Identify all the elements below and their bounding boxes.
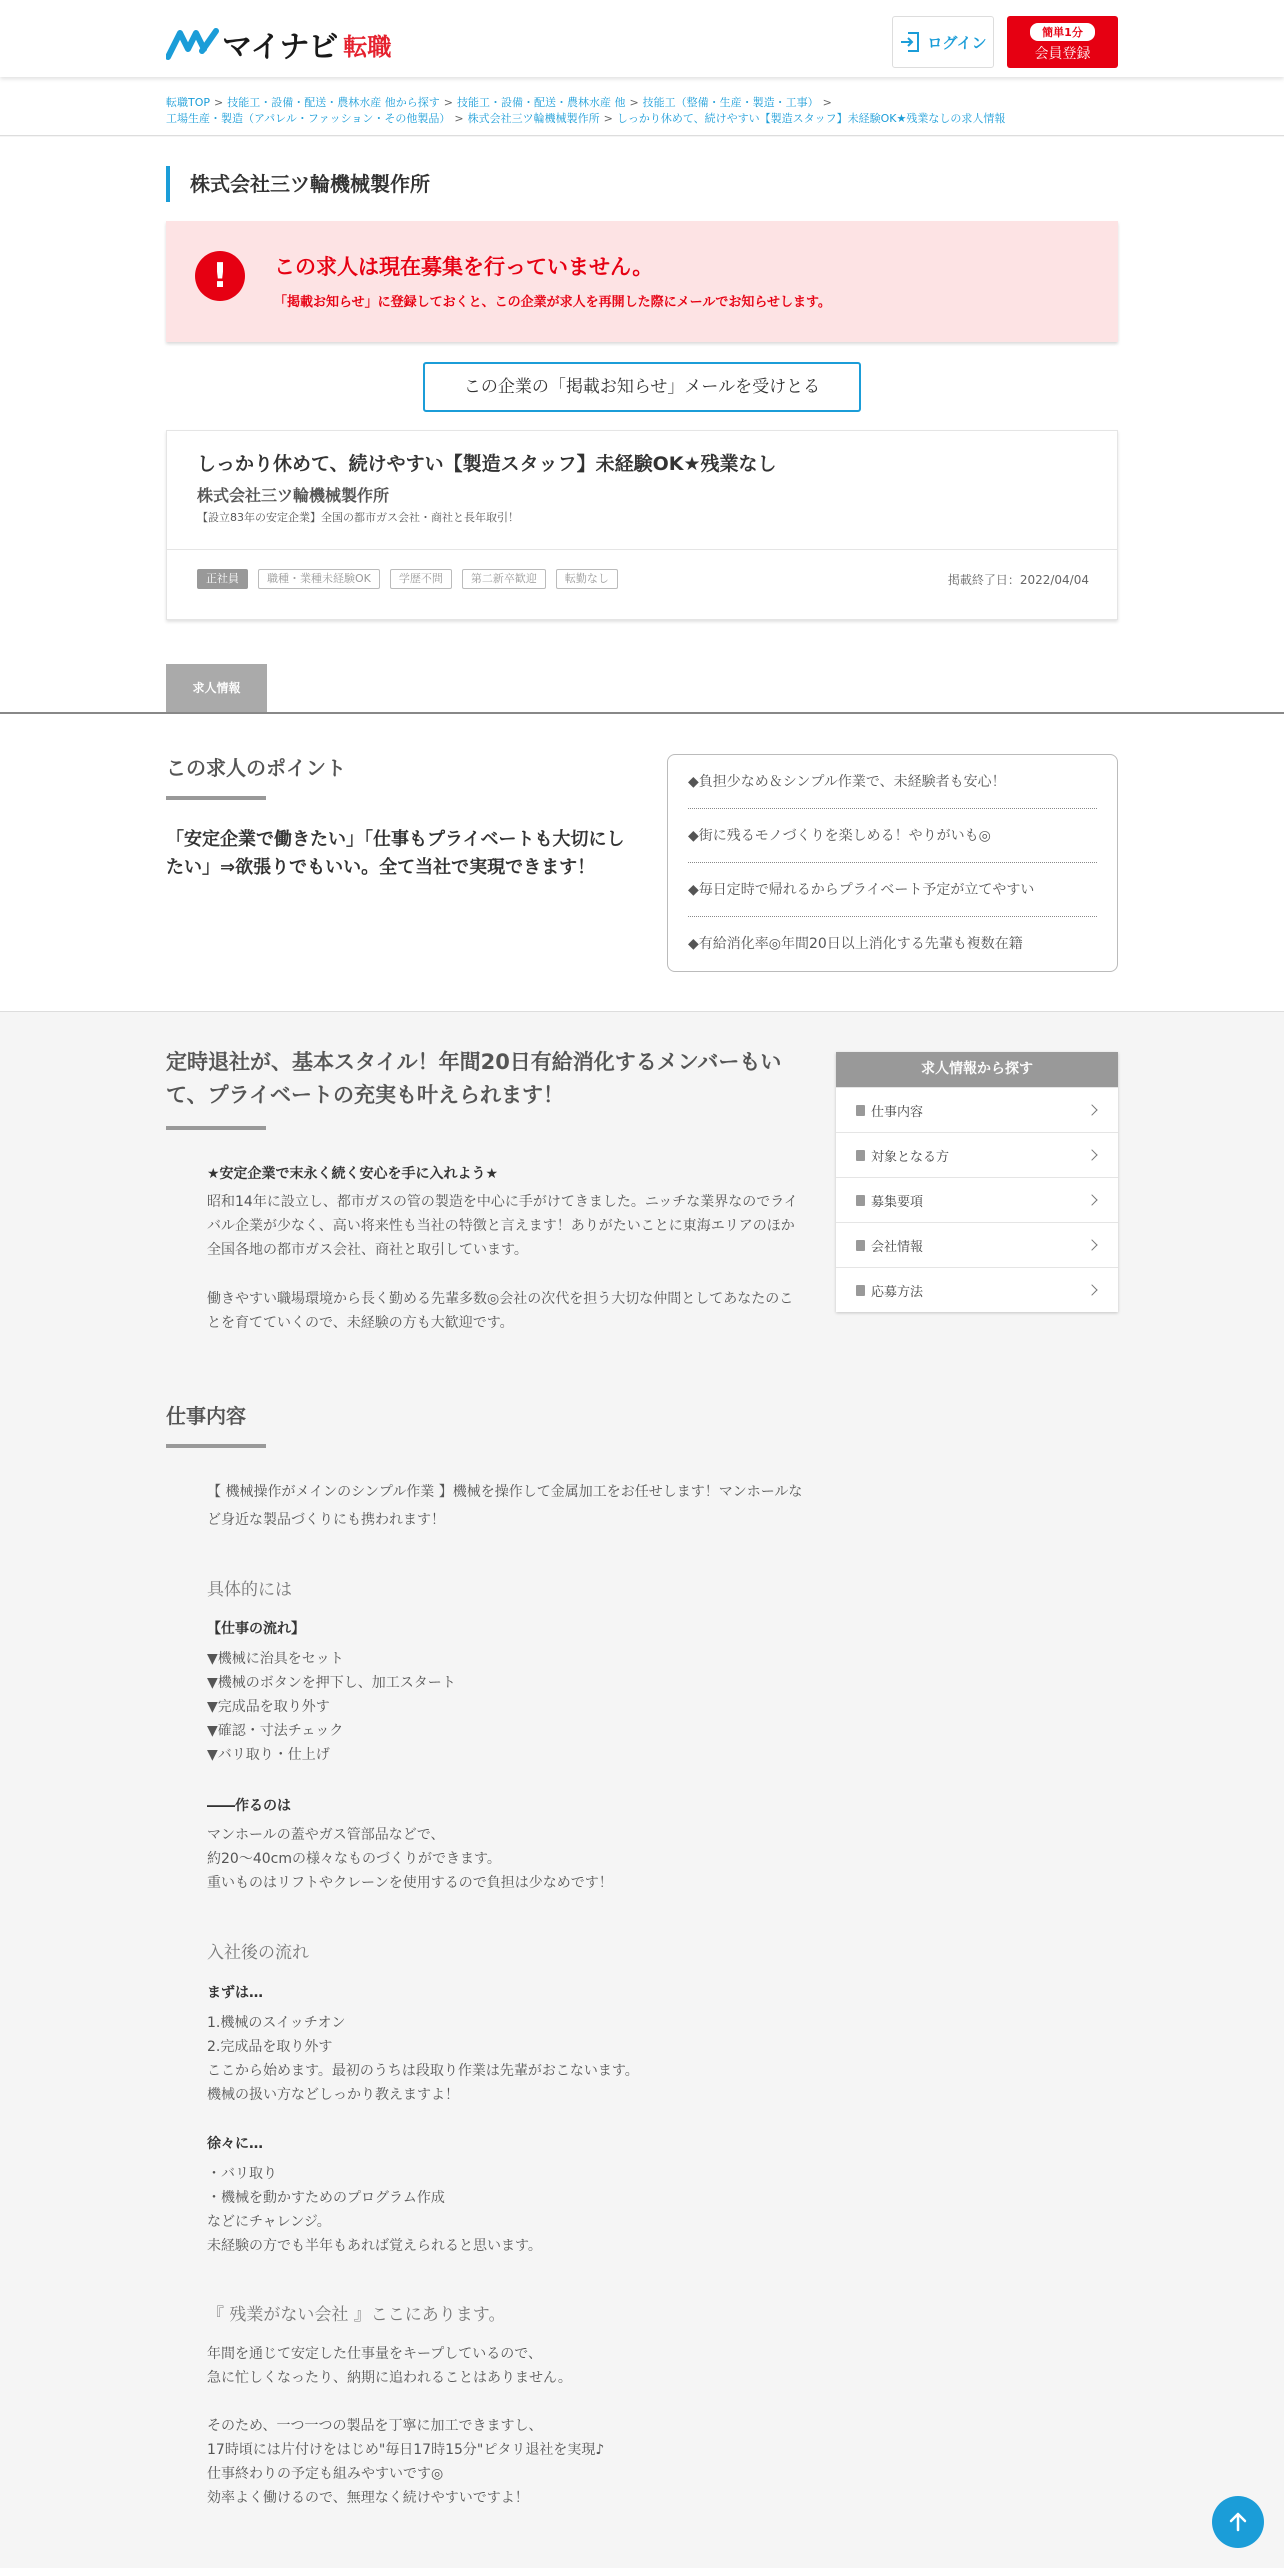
document-icon [856,1285,865,1296]
login-label: ログイン [927,33,987,52]
flow-title: 【仕事の流れ】 [207,1621,305,1637]
breadcrumb-link-occupation[interactable]: 技能工（整備・生産・製造・工事） [642,96,819,109]
breadcrumb-sep: > [443,96,453,109]
intro-heading: 定時退社が、基本スタイル！年間20日有給消化するメンバーもいて、プライベートの充実も叶えられます！ [166,1050,782,1107]
breadcrumb-sep: > [454,112,464,125]
points-lead: 「安定企業で働きたい」「仕事もプライベートも大切にしたい」⇒欲張りでもいい。全て当社で実現できます！ [166,829,625,878]
first-title: まずは… [207,1985,263,2001]
sidebar-item-requirements[interactable] [836,1177,1118,1222]
register-button[interactable] [1007,16,1118,68]
site-logo[interactable] [166,22,391,66]
point-item: ◆毎日定時で帰れるからプライベート予定が立てやすい [688,863,1097,917]
sidebar-item-label: 仕事内容 [871,1104,924,1120]
points-heading: この求人のポイント [166,756,346,780]
text-line: 重いものはリフトやクレーンを使用するので負担は少なめです！ [207,1875,613,1891]
tag: 転勤なし [556,569,618,589]
tag-employment-type: 正社員 [197,569,248,589]
register-label: 会員登録 [1034,46,1091,62]
flow-list [207,1647,456,1767]
intro-subtitle: ★安定企業で末永く続く安心を手に入れよう★ [207,1166,499,1182]
register-badge: 簡単1分 [1030,23,1095,41]
heading-underline [166,1126,266,1130]
point-item: ◆街に残るモノづくりを楽しめる！やりがいも◎ [688,809,1097,863]
work-summary: 【 機械操作がメインのシンプル作業 】機械を操作して金属加工をお任せします！マンホールなど身近な製品づくりにも携われます！ [207,1484,803,1528]
text-line: 未経験の方でも半年もあれば覚えられると思います。 [207,2238,542,2254]
job-card [166,430,1118,620]
flow-item: ▼機械のボタンを押下し、加工スタート [207,1675,456,1691]
point-item: ◆負担少なめ＆シンプル作業で、未経験者も安心！ [688,755,1097,809]
closed-alert [166,221,1118,342]
specific-heading: 具体的には [207,1580,292,1600]
arrow-up-icon [1227,2511,1249,2533]
logo-sub-text: 転職 [343,32,392,61]
text-line: マンホールの蓋やガス管部品などで、 [207,1827,445,1843]
sidebar-item-company[interactable] [836,1222,1118,1267]
sidebar-item-job-content[interactable] [836,1087,1118,1132]
flow-item: ▼機械に治具をセット [207,1651,344,1667]
text-line: 急に忙しくなったり、納期に追われることはありません。 [207,2370,572,2386]
login-icon [899,31,921,53]
chevron-right-icon [1086,1104,1097,1115]
tag: 職種・業種未経験OK [258,569,380,589]
job-company: 株式会社三ツ輪機械製作所 [197,486,390,505]
make-list [207,1823,613,1895]
document-icon [856,1150,865,1161]
alert-text: 「掲載お知らせ」に登録しておくと、この企業が求人を再開した際にメールでお知らせします。 [274,295,831,310]
sidebar-item-target[interactable] [836,1132,1118,1177]
chevron-right-icon [1086,1194,1097,1205]
alert-title: この求人は現在募集を行っていません。 [274,255,654,279]
no-overtime-heading: 『 残業がない会社 』ここにあります。 [207,2305,506,2325]
make-title: ――作るのは [207,1798,291,1814]
sidebar-item-label: 募集要項 [871,1194,924,1210]
chevron-right-icon [1086,1149,1097,1160]
heading-underline [166,1444,266,1448]
breadcrumb-current: しっかり休めて、続けやすい【製造スタッフ】未経験OK★残業なしの求人情報 [616,112,1006,125]
breadcrumb-link-subcategory[interactable]: 工場生産・製造（アパレル・ファッション・その他製品） [166,112,451,125]
document-icon [856,1105,865,1116]
gradual-title: 徐々に… [207,2136,263,2152]
job-title: しっかり休めて、続けやすい【製造スタッフ】未経験OK★残業なし [197,453,777,475]
sidebar-title: 求人情報から探す [836,1052,1118,1087]
heading-underline [166,796,266,800]
flow-item: ▼確認・寸法チェック [207,1723,344,1739]
first-list [207,2011,639,2107]
breadcrumb-link-category[interactable]: 技能工・設備・配送・農林水産 他から探す [227,96,440,109]
work-heading: 仕事内容 [166,1404,246,1428]
text-line: 効率よく働けるので、無理なく続けやすいですよ！ [207,2490,529,2506]
text-line: 約20～40cmの様々なものづくりができます。 [207,1851,501,1867]
text-line: ・バリ取り [207,2166,277,2182]
text-line: などにチャレンジ。 [207,2214,331,2230]
sidebar-item-apply[interactable] [836,1267,1118,1312]
tag: 学歴不問 [390,569,452,589]
sidebar-item-label: 対象となる方 [871,1149,950,1165]
alert-icon: ! [195,251,245,301]
notify-subscribe-button[interactable]: この企業の「掲載お知らせ」メールを受けとる [423,362,861,412]
breadcrumb [166,95,1118,127]
breadcrumb-sep: > [214,96,224,109]
text-line: 1.機械のスイッチオン [207,2015,346,2031]
text-line: そのため、一つ一つの製品を丁寧に加工できますし、 [207,2418,543,2434]
chevron-right-icon [1086,1239,1097,1250]
breadcrumb-sep: > [603,112,613,125]
intro-paragraph: 働きやすい職場環境から長く勤める先輩多数◎会社の次代を担う大切な仲間としてあなたのことを育てていくので、未経験の方も大歓迎です。 [207,1291,794,1331]
tag: 第二新卒歓迎 [462,569,546,589]
text-line: ここから始めます。最初のうちは段取り作業は先輩がおこないます。 [207,2063,639,2079]
text-line: 仕事終わりの予定も組みやすいです◎ [207,2466,444,2482]
point-item: ◆有給消化率◎年間20日以上消化する先輩も複数在籍 [688,936,1023,952]
document-icon [856,1195,865,1206]
sidebar-item-label: 会社情報 [871,1239,924,1255]
breadcrumb-link-company[interactable]: 株式会社三ツ輪機械製作所 [467,112,600,125]
points-list [667,754,1118,972]
breadcrumb-sep: > [629,96,639,109]
intro-paragraph: 昭和14年に設立し、都市ガスの管の製造を中心に手がけてきました。ニッチな業界なのでライバル企業が少なく、高い将来性も当社の特徴と言えます！ありがたいことに東海エリアのほか全国各地の都市ガス会社、商社と取引しています。 [207,1194,798,1258]
page-title: 株式会社三ツ輪機械製作所 [166,166,430,202]
job-catch: 【設立83年の安定企業】全国の都市ガス会社・商社と長年取引！ [197,511,519,524]
flow-item: ▼バリ取り・仕上げ [207,1747,330,1763]
text-line: 機械の扱い方などしっかり教えますよ！ [207,2087,459,2103]
tab-job-info[interactable]: 求人情報 [166,664,267,712]
back-to-top-button[interactable] [1212,2496,1264,2548]
job-end-date: 掲載終了日：2022/04/04 [947,573,1089,587]
document-icon [856,1240,865,1251]
logo-text: マイナビ [222,30,338,65]
breadcrumb-link-top[interactable]: 転職TOP [166,96,211,109]
logo-mark-icon [166,27,220,61]
sidebar-item-label: 応募方法 [871,1284,924,1300]
breadcrumb-sep: > [822,96,832,109]
text-line: 年間を通じて安定した仕事量をキープしているので、 [207,2346,543,2362]
flow-item: ▼完成品を取り外す [207,1699,330,1715]
breadcrumb-link-field[interactable]: 技能工・設備・配送・農林水産 他 [456,96,626,109]
login-button[interactable] [892,16,994,68]
text-line: 17時頃には片付けをはじめ"毎日17時15分"ピタリ退社を実現♪ [207,2442,605,2458]
text-line: 2.完成品を取り外す [207,2039,333,2055]
chevron-right-icon [1086,1284,1097,1295]
gradual-list [207,2162,542,2258]
after-joining-heading: 入社後の流れ [207,1943,309,1963]
job-tags [197,569,618,589]
no-overtime-text [207,2342,572,2390]
site-header [0,0,1284,77]
no-overtime-text [207,2414,604,2510]
divider [167,549,1117,550]
text-line: ・機械を動かすためのプログラム作成 [207,2190,445,2206]
sidebar-nav [836,1052,1118,1312]
